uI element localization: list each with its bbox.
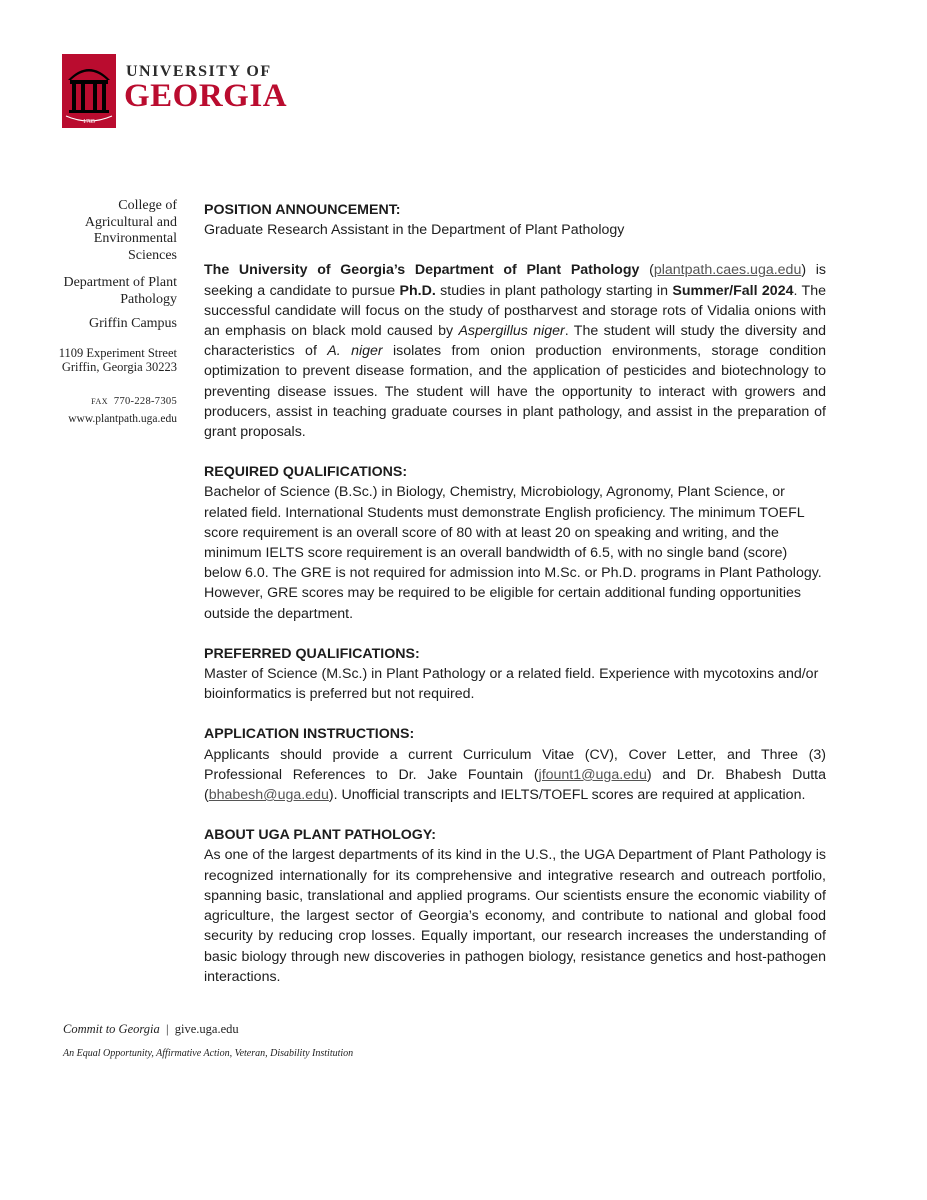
required-body: Bachelor of Science (B.Sc.) in Biology, Chemistry, Microbiology, Agronomy, Plant Science, or related field. International Students must demonstrate English proficiency. The minimum TOEFL score requirement is an overall score of 80 with at least 20 on speaking and writing, and the minimum IELTS score requirement is an overall bandwidth of 6.5, with no single band (score) below 6.0. The GRE is not required for admission into M.Sc. or Ph.D. programs in Plant Pathology. However, GRE scores may be required to be eligible for certain additional funding opportunities outside the department. [204,484,822,622]
email-link-fountain[interactable]: jfount1@uga.edu [538,766,647,783]
footer-separator: | [166,1022,169,1036]
logo-year: 1785 [83,119,95,125]
website-link[interactable]: www.plantpath.uga.edu [68,412,177,425]
application-section [204,724,826,805]
letter-footer [63,1022,353,1059]
logo-georgia: GEORGIA [124,78,288,114]
campus-name: Griffin Campus [88,316,177,331]
application-body: Applicants should provide a current Curriculum Vitae (CV), Cover Letter, and Three (3) Professional References to Dr. Jake Fountain (jfount1@uga.edu) and Dr. Bhabesh Dutta (bhabesh@uga.edu). Unofficial transcripts and IELTS/TOEFL scores are required at application. [204,746,826,804]
dept-website-link[interactable]: plantpath.caes.uga.edu [653,262,802,279]
letterhead-sidebar [0,198,177,426]
application-heading: APPLICATION INSTRUCTIONS: [204,726,415,743]
arch-seal-icon [62,54,116,128]
preferred-body: Master of Science (M.Sc.) in Plant Pathology or a related field. Experience with mycotoxins and/or bioinformatics is preferred but not required. [204,666,819,703]
college-name: College of Agricultural and Environmental Sciences [84,198,177,263]
position-title: Graduate Research Assistant in the Department of Plant Pathology [204,222,625,239]
preferred-heading: PREFERRED QUALIFICATIONS: [204,645,420,662]
announcement-body [204,200,826,1007]
position-section [204,200,826,240]
commit-to-georgia: Commit to Georgia [63,1022,160,1036]
about-heading: ABOUT UGA PLANT PATHOLOGY: [204,827,436,844]
position-heading: POSITION ANNOUNCEMENT: [204,202,401,218]
department-name: Department of Plant Pathology [63,275,177,307]
fax-number: FAX 770-228-7305 [91,395,177,407]
street-address: 1109 Experiment Street Griffin, Georgia 30223 [58,345,177,374]
intro-section [204,260,826,442]
give-link[interactable]: give.uga.edu [174,1022,239,1036]
email-link-dutta[interactable]: bhabesh@uga.edu [208,787,329,804]
eeo-statement: An Equal Opportunity, Affirmative Action, Veteran, Disability Institution [63,1048,354,1059]
commit-line [63,1022,353,1037]
preferred-section [204,644,826,705]
logo-university-of: UNIVERSITY OF [126,63,272,80]
required-heading: REQUIRED QUALIFICATIONS: [204,464,408,481]
uga-logo [62,54,302,130]
required-section [204,462,826,624]
about-section [204,825,826,987]
intro-paragraph: The University of Georgia’s Department of Plant Pathology (plantpath.caes.uga.edu) is seeking a candidate to pursue Ph.D. studies in plant pathology starting in Summer/Fall 2024. The successful candidate will focus on the study of postharvest and storage rots of Vidalia onions with an emphasis on black mold caused by Aspergillus niger. The student will study the diversity and characteristics of A. niger isolates from onion production environments, storage condition optimization to prevent disease formation, and the application of pesticides and biotechnology to preventing disease issues. The student will have the opportunity to interact with growers and producers, assist in teaching graduate courses in plant pathology, and assist in the preparation of grant proposals. [204,262,827,441]
about-body: As one of the largest departments of its kind in the U.S., the UGA Department of Plant Pathology is recognized internationally for its comprehensive and integrative research and outreach portfolio, spanning basic, translational and applied programs. Our scientists ensure the economic viability of agriculture, the largest sector of Georgia’s economy, and contribute to national and global food security by reducing crop losses. Equally important, our research increases the understanding of basic biology through new discoveries in pathogen biology, resistance genetics and host-pathogen interactions. [204,847,826,985]
